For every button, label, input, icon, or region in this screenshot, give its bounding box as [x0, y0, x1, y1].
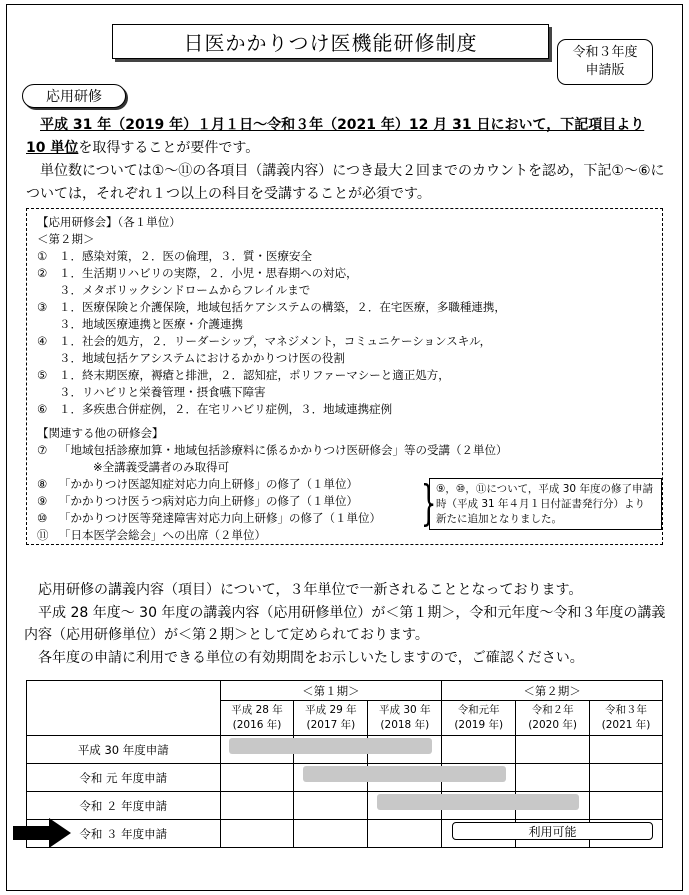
table-header-row [27, 681, 663, 701]
period-2-header: ＜第２期＞ [442, 681, 663, 701]
edition-year: 令和３年度 [572, 45, 638, 60]
header-corner-cell [27, 681, 221, 736]
list-item: ③ １．医療保険と介護保険，地域包括ケアシステムの構築，２．在宅医療，多職種連携， [37, 300, 506, 314]
item7-note: ※全講義受講者のみ取得可 [93, 460, 230, 474]
row-label: 令和 ３ 年度申請 [27, 820, 221, 848]
validity-bar-2020 [377, 794, 579, 810]
explanation-line-1: 応用研修の講義内容（項目）について，３年単位で一新されることとなっております。 [38, 582, 583, 598]
list-item-continued: ３．地域包括ケアシステムにおけるかかりつけ医の役割 [59, 351, 345, 365]
intro-paragraph-1 [26, 114, 666, 160]
row-label: 令和 ２ 年度申請 [27, 792, 221, 820]
edition-type: 申請版 [585, 63, 625, 78]
list-item: ⑨ 「かかりつけ医うつ病対応力向上研修」の修了（１単位） [37, 494, 358, 508]
section-label: 応用研修 [22, 84, 126, 108]
row-label: 令和 元 年度申請 [27, 764, 221, 792]
list-item: ② １．生活期リハビリの実際，２．小児・思春期への対応， [37, 266, 358, 280]
validity-bar-2019 [303, 766, 506, 782]
list-item: ④ １．社会的処方，２．リーダーシップ，マネジメント，コミュニケーションスキル， [37, 334, 492, 348]
row-label: 平成 30 年度申請 [27, 736, 221, 764]
explanation-line-2: 平成 28 年度～ 30 年度の講義内容（応用研修単位）が＜第１期＞，令和元年度～令和３年度の講義内容（応用研修単位）が＜第２期＞として定められております。 [24, 604, 666, 643]
list-item: ⑥ １．多疾患合併症例，２．在宅リハビリ症例，３．地域連携症例 [37, 402, 393, 416]
list-item: ⑧ 「かかりつけ医認知症対応力向上研修」の修了（１単位） [37, 477, 358, 491]
list-item: ⑤ １．終末期医療，褥瘡と排泄，２．認知症，ポリファーマシーと適正処方， [37, 368, 450, 382]
year-header: 令和２年 (2020 年) [516, 701, 590, 736]
list-item: ⑩ 「かかりつけ医等発達障害対応力向上研修」の修了（１単位） [37, 511, 381, 525]
intro-text [26, 114, 666, 206]
year-header: 平成 28 年 (2016 年) [220, 701, 294, 736]
list-item: ① １．感染対策，２．医の倫理，３．質・医療安全 [37, 249, 312, 263]
period-1-header: ＜第１期＞ [220, 681, 442, 701]
validity-bar-2018 [229, 738, 432, 754]
requirement-rest: を取得することが要件です。 [78, 140, 260, 156]
side-note: ⑨，⑩，⑪について，平成 30 年度の修了申請時（平成 31 年４月１日付証書発行分）より新たに追加となりました。 [429, 478, 662, 530]
list-item-continued: ３．メタボリックシンドロームからフレイルまで [59, 283, 311, 297]
period-explanation [24, 579, 669, 669]
intro-paragraph-2: 単位数については①～⑪の各項目（講義内容）につき最大２回までのカウントを認め，下記①～⑥については，それぞれ１つ以上の科目を受講することが必須です。 [26, 163, 665, 202]
applied-course-header: 【応用研修会】（各１単位） [37, 215, 181, 229]
list-item-continued: ３．リハビリと栄養管理・摂食嚥下障害 [59, 385, 266, 399]
year-header: 令和３年 (2021 年) [590, 701, 663, 736]
right-arrow-icon [13, 818, 71, 848]
list-item: ⑦ 「地域包括診療加算・地域包括診療料に係るかかりつけ医研修会」等の受講（２単位） [37, 443, 508, 457]
list-item-continued: ３．地域医療連携と医療・介護連携 [59, 317, 243, 331]
period-label: ＜第２期＞ [37, 232, 95, 246]
list-item: ⑪ 「日本医学会総会」への出席（２単位） [37, 528, 266, 542]
course-list-box [26, 208, 663, 545]
available-label: 利用可能 [452, 822, 653, 840]
edition-badge [557, 39, 653, 85]
year-header: 平成 30 年 (2018 年) [368, 701, 442, 736]
year-header: 平成 29 年 (2017 年) [294, 701, 368, 736]
requirement-period: 平成 31 年（2019 年）１月１日～令和３年（2021 年）12 月 31 日において，下記項目より 10 単位 [26, 117, 645, 156]
explanation-line-3: 各年度の申請に利用できる単位の有効期間をお示しいたしますので，ご確認ください。 [38, 649, 584, 666]
document-title: 日医かかりつけ医機能研修制度 [112, 24, 549, 59]
brace-icon: } [421, 475, 437, 531]
year-header: 令和元年 (2019 年) [442, 701, 516, 736]
related-course-header: 【関連する他の研修会】 [37, 426, 164, 440]
